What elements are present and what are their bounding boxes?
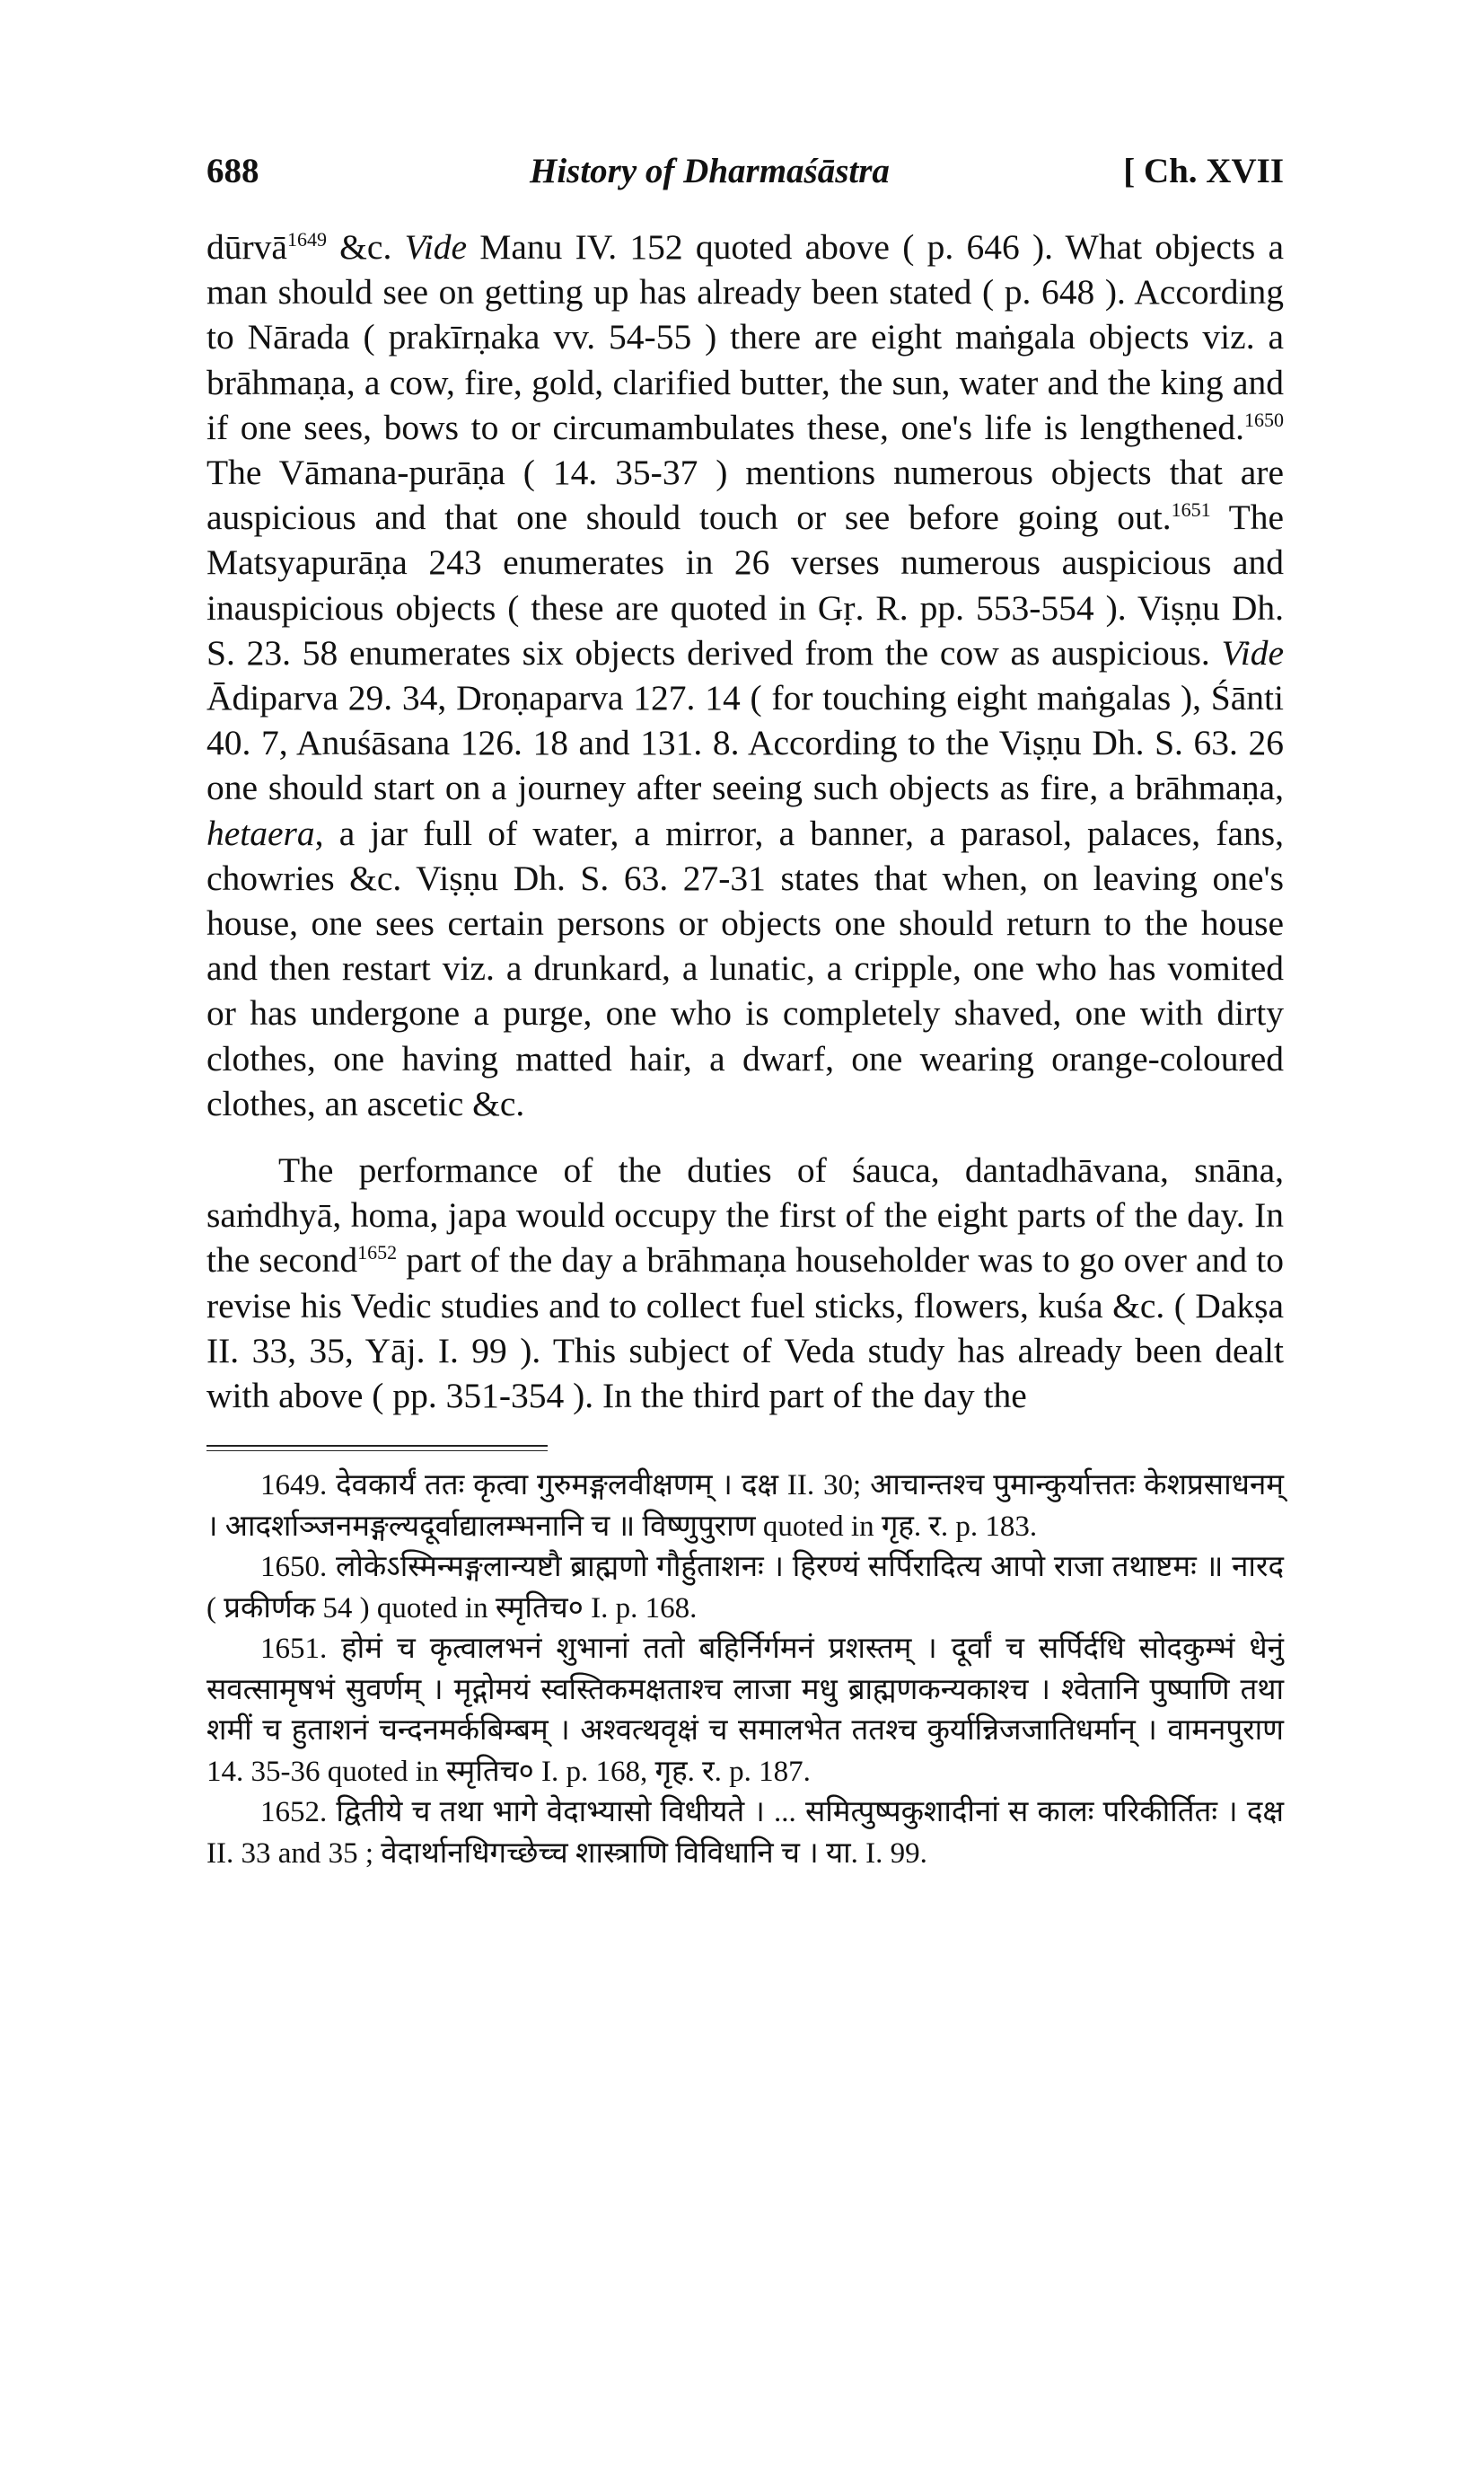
- text-run: The performance of the duties of śauca, dantadhāvana, snāna, saṁdhyā, homa, japa would occupy the first of the eight parts of the day. In the second: [206, 1150, 1284, 1281]
- text-run: part of the day a brāhmaṇa householder was to go over and to revise his Vedic studies and to collect fuel sticks, flowers, kuśa &c. ( Dakṣa II. 33, 35, Yāj. I. 99 ). This subject of Veda study has already been dealt with above ( pp. 351-354 ). In the third part of the day the: [206, 1240, 1284, 1416]
- footnote-text: द्वितीये च तथा भागे वेदाभ्यासो विधीयते । ... समित्पुष्पकुशादीनां स कालः परिकीर्तितः । दक्ष II. 33 and 35 ; वेदार्थानधिगच्छेच्च शास्त्राणि विविधानि च । या. I. 99.: [206, 1796, 1284, 1870]
- paragraph-1: [206, 225, 1284, 1126]
- text-run: Ādiparva 29. 34, Droṇaparva 127. 14 ( for touching eight maṅgalas ), Śānti 40. 7, Anuśāsana 126. 18 and 131. 8. According to the Viṣṇu Dh. S. 63. 26 one should start on a journey after seeing such objects as fire, a brāhmaṇa,: [206, 678, 1284, 808]
- footnote-ref-1650[interactable]: 1650: [1244, 408, 1284, 431]
- footnote-1649: [206, 1466, 1284, 1547]
- footnote-divider: [206, 1445, 548, 1447]
- italic-run: Vide: [404, 227, 468, 267]
- text-run: Manu IV. 152 quoted above ( p. 646 ). What objects a man should see on getting up has already been stated ( p. 648 ). According to Nārada ( prakīrṇaka vv. 54-55 ) there are eight maṅgala objects viz. a brāhmaṇa, a cow, fire, gold, clarified butter, the sun, water and the king and if one sees, bows to or circumambulates these, one's life is lengthened.: [206, 227, 1284, 447]
- italic-run: hetaera: [206, 813, 315, 853]
- text-run: The Vāmana-purāṇa ( 14. 35-37 ) mentions numerous objects that are auspicious and that one should touch or see before going out.: [206, 453, 1284, 538]
- footnotes: [206, 1466, 1284, 1874]
- text-run: &c.: [326, 227, 405, 267]
- footnote-1650: [206, 1547, 1284, 1629]
- footnote-ref-1649[interactable]: 1649: [286, 228, 327, 251]
- running-header: [206, 151, 1284, 205]
- footnote-ref-1652[interactable]: 1652: [357, 1241, 398, 1264]
- main-text: [206, 225, 1284, 1418]
- text-run: The Matsyapurāṇa 243 enumerates in 26 verses numerous auspicious and inauspicious objects ( these are quoted in Gṛ. R. pp. 553-554 ). Viṣṇu Dh. S. 23. 58 enumerates six objects derived from the cow as auspicious.: [206, 498, 1284, 673]
- paragraph-2: [206, 1148, 1284, 1418]
- running-title: History of Dharmaśāstra: [530, 152, 890, 190]
- page: [206, 151, 1284, 1874]
- footnote-divider-thin: [206, 1450, 548, 1451]
- footnote-ref-1651[interactable]: 1651: [1171, 498, 1211, 522]
- footnote-text: देवकार्यं ततः कृत्वा गुरुमङ्गलवीक्षणम् । दक्ष II. 30; आचान्तश्च पुमान्कुर्यात्ततः केशप्रसाधनम् । आदर्शाञ्जनमङ्गल्यदूर्वाद्यालम्भनानि च ॥ विष्णुपुराण quoted in गृह. र. p. 183.: [206, 1469, 1284, 1543]
- chapter-label: [ Ch. XVII: [1123, 152, 1284, 190]
- footnote-number: 1650.: [260, 1551, 328, 1584]
- page-number: 688: [206, 152, 259, 190]
- footnote-number: 1649.: [260, 1469, 328, 1502]
- italic-run: Vide: [1221, 632, 1284, 673]
- footnote-text: होमं च कृत्वालभनं शुभानां ततो बहिर्निर्गमनं प्रशस्तम् । दूर्वां च सर्पिर्दधि सोदकुम्भं धेनुं सवत्सामृषभं सुवर्णम् । मृद्गोमयं स्वस्तिकमक्षताश्च लाजा मधु ब्राह्मणकन्यकाश्च । श्वेतानि पुष्पाणि तथा शमीं च हुताशनं चन्दनमर्कबिम्बम् । अश्वत्थवृक्षं च समालभेत ततश्च कुर्यान्निजजातिधर्मान् । वामनपुराण 14. 35-36 quoted in स्मृतिच० I. p. 168, गृह. र. p. 187.: [206, 1633, 1284, 1788]
- footnote-1652: [206, 1792, 1284, 1874]
- footnote-text: लोकेऽस्मिन्मङ्गलान्यष्टौ ब्राह्मणो गौर्हुताशनः । हिरण्यं सर्पिरादित्य आपो राजा तथाष्टमः ॥ नारद ( प्रकीर्णक 54 ) quoted in स्मृतिच० I. p. 168.: [206, 1551, 1284, 1625]
- footnote-number: 1652.: [260, 1796, 328, 1829]
- text-run: , a jar full of water, a mirror, a banner, a parasol, palaces, fans, chowries &c. Viṣṇu Dh. S. 63. 27-31 states that when, on leaving one's house, one sees certain persons or objects one should return to the house and then restart viz. a drunkard, a lunatic, a cripple, one who has vomited or has undergone a purge, one who is completely shaved, one with dirty clothes, one having matted hair, a dwarf, one wearing orange-coloured clothes, an ascetic &c.: [206, 813, 1284, 1123]
- text-run: dūrvā: [206, 227, 287, 267]
- footnote-1651: [206, 1629, 1284, 1792]
- footnote-number: 1651.: [260, 1633, 328, 1666]
